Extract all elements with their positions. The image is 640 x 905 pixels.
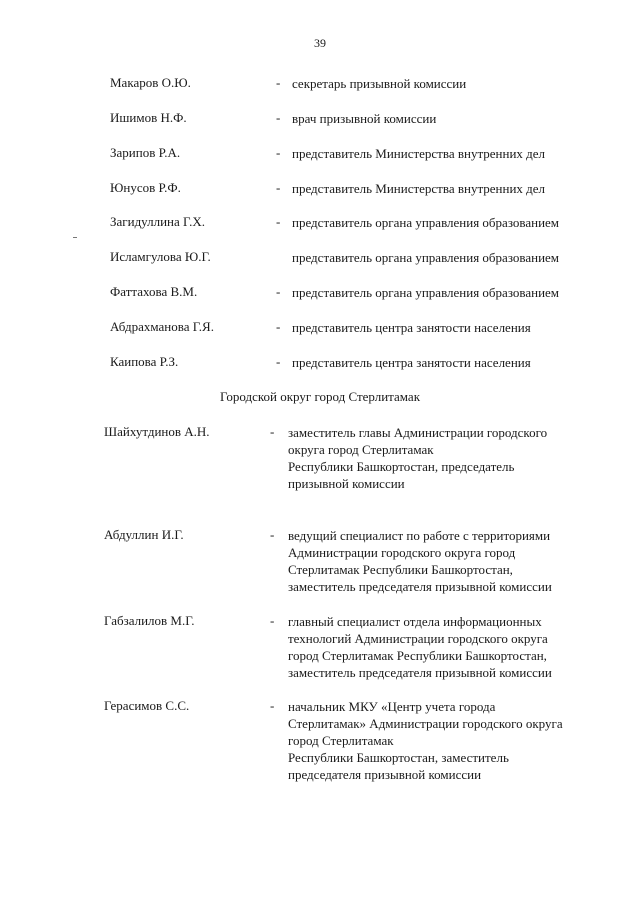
member-role: секретарь призывной комиссии <box>292 76 467 91</box>
member-role-line: заместитель председателя призывной комиссии <box>288 579 552 594</box>
member-dash: - <box>270 698 275 713</box>
member-dash: - <box>276 354 281 369</box>
member-name: Юнусов Р.Ф. <box>110 180 181 195</box>
member-role <box>288 424 547 492</box>
member-role-line: Республики Башкортостан, заместитель <box>288 750 509 765</box>
member-name: Зарипов Р.А. <box>110 145 181 160</box>
member-role <box>288 613 552 681</box>
member-role-line: Стерлитамак» Администрации городского округа <box>288 716 563 731</box>
member-name: Каипова Р.З. <box>110 354 179 369</box>
member-role: врач призывной комиссии <box>292 111 437 126</box>
member-role-line: технологий Администрации городского округа <box>288 631 548 646</box>
member-dash: - <box>270 613 275 628</box>
member-role-line: округа город Стерлитамак <box>288 442 434 457</box>
member-role-line: призывной комиссии <box>288 476 405 491</box>
member-dash: - <box>276 214 281 229</box>
member-role-line: ведущий специалист по работе с территориями <box>288 528 551 543</box>
member-role-line: председателя призывной комиссии <box>288 767 482 782</box>
member-role-line: Стерлитамак Республики Башкортостан, <box>288 562 513 577</box>
member-role: представитель органа управления образованием <box>292 250 560 265</box>
member-role: представитель центра занятости населения <box>292 320 531 335</box>
member-dash: - <box>276 180 281 195</box>
member-name: Абдрахманова Г.Я. <box>110 319 214 334</box>
member-role-line: начальник МКУ «Центр учета города <box>288 699 496 714</box>
member-name: Абдуллин И.Г. <box>104 527 184 542</box>
member-dash: - <box>276 75 281 90</box>
member-dash: - <box>270 424 275 439</box>
member-dash: - <box>276 110 281 125</box>
member-role: представитель органа управления образованием <box>292 215 560 230</box>
member-name: Ишимов Н.Ф. <box>110 110 187 125</box>
member-name: Габзалилов М.Г. <box>104 613 195 628</box>
member-dash: - <box>270 527 275 542</box>
member-role: представитель Министерства внутренних дел <box>292 181 546 196</box>
member-role-line: заместитель главы Администрации городского <box>288 425 548 440</box>
member-dash: - <box>276 319 281 334</box>
member-name: Герасимов С.С. <box>104 698 190 713</box>
member-role-line: заместитель председателя призывной комиссии <box>288 665 552 680</box>
member-role: представитель центра занятости населения <box>292 355 531 370</box>
member-role <box>288 698 563 783</box>
member-name: Фаттахова В.М. <box>110 284 198 299</box>
member-role-line: Республики Башкортостан, председатель <box>288 459 515 474</box>
member-role <box>288 527 552 595</box>
member-role-line: Администрации городского округа город <box>288 545 516 560</box>
margin-mark <box>73 237 77 238</box>
member-role: представитель Министерства внутренних дел <box>292 146 546 161</box>
page-number: 39 <box>314 36 326 50</box>
section2-heading: Городской округ город Стерлитамак <box>219 389 421 404</box>
member-role: представитель органа управления образованием <box>292 285 560 300</box>
member-role-line: главный специалист отдела информационных <box>288 614 542 629</box>
member-role-line: город Стерлитамак <box>288 733 394 748</box>
member-name: Исламгулова Ю.Г. <box>110 249 211 264</box>
member-name: Макаров О.Ю. <box>110 75 191 90</box>
member-name: Загидуллина Г.Х. <box>110 214 205 229</box>
member-role-line: город Стерлитамак Республики Башкортостан, <box>288 648 547 663</box>
member-dash: - <box>276 145 281 160</box>
member-dash: - <box>276 284 281 299</box>
member-name: Шайхутдинов А.Н. <box>104 424 210 439</box>
